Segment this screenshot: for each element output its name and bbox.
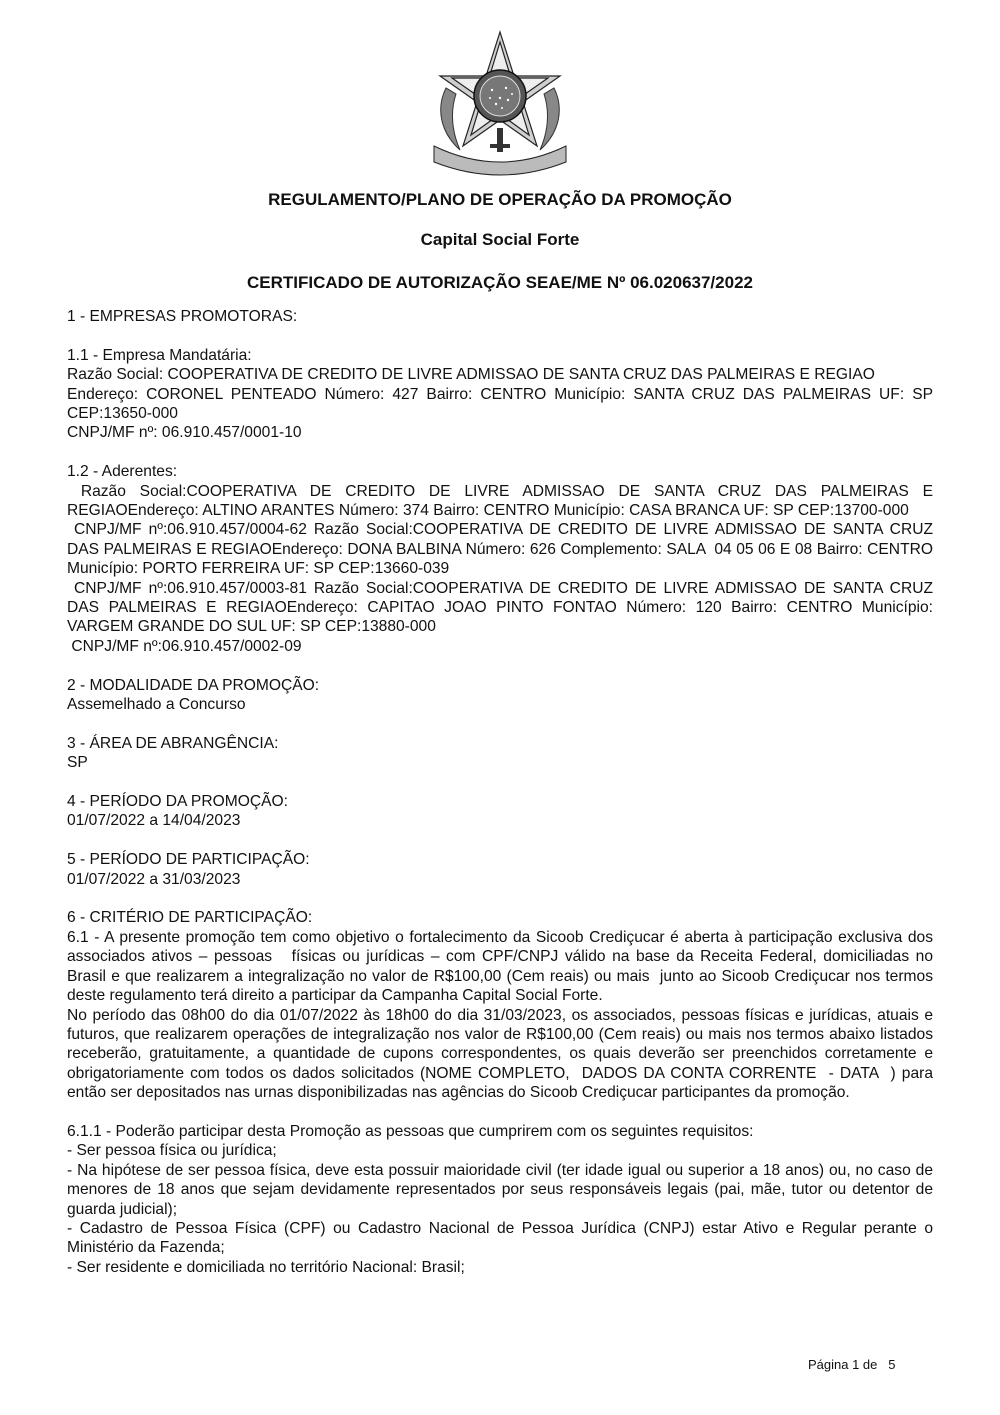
section-3-value: SP: [67, 754, 88, 772]
page-label: Página 1 de: [808, 1357, 878, 1372]
mandataria-cnpj: CNPJ/MF nº: 06.910.457/0001-10: [67, 424, 302, 442]
aderente-item: Razão Social:COOPERATIVA DE CREDITO DE LIVRE ADMISSAO DE SANTA CRUZ DAS PALMEIRAS E REGIAOEndereço: ALTINO ARANTES Número: 374 Bairro: CENTRO Município: CASA BRANCA UF: SP CEP:13700-000: [67, 482, 938, 520]
section-4-heading: 4 - PERÍODO DA PROMOÇÃO:: [67, 793, 288, 811]
mandataria-heading: 1.1 - Empresa Mandatária:: [67, 346, 252, 364]
section-6-1-paragraph: 6.1 - A presente promoção tem como objetivo o fortalecimento da Sicoob Crediçucar é aberta à participação exclusiva dos associados ativos – pessoas físicas ou jurídicas – com CPF/CNPJ válido na base da Receita Federal, domiciliadas no Brasil e que realizarem a integralização no valor de R$100,00 (Cem reais) ou mais junto ao Sicoob Crediçucar nos termos deste regulamento terá direito a participar da Campanha Capital Social Forte.: [67, 928, 938, 1005]
aderente-item: CNPJ/MF nº:06.910.457/0003-81 Razão Social:COOPERATIVA DE CREDITO DE LIVRE ADMISSAO DE SANTA CRUZ DAS PALMEIRAS E REGIAOEndereço: CAPITAO JOAO PINTO FONTAO Número: 120 Bairro: CENTRO Município: VARGEM GRANDE DO SUL UF: SP CEP:13880-000: [67, 579, 938, 636]
brasil-coat-of-arms-icon: [426, 28, 574, 178]
section-2-value: Assemelhado a Concurso: [67, 696, 246, 714]
promotion-name: Capital Social Forte: [420, 230, 580, 249]
section-2-heading: 2 - MODALIDADE DA PROMOÇÃO:: [67, 676, 320, 694]
aderente-item: CNPJ/MF nº:06.910.457/0002-09: [67, 637, 302, 655]
regulation-body: [67, 307, 938, 1277]
page-total: 5: [888, 1357, 896, 1372]
page-number: [808, 1357, 895, 1372]
section-3-heading: 3 - ÁREA DE ABRANGÊNCIA:: [67, 734, 279, 752]
section-1-heading: 1 - EMPRESAS PROMOTORAS:: [67, 308, 298, 325]
section-5-value: 01/07/2022 a 31/03/2023: [67, 870, 241, 888]
section-4-value: 01/07/2022 a 14/04/2023: [67, 812, 241, 830]
requirement-item: - Cadastro de Pessoa Física (CPF) ou Cadastro Nacional de Pessoa Jurídica (CNPJ) estar Ativo e Regular perante o Ministério da Fazenda;: [67, 1219, 933, 1257]
section-6-1-period-paragraph: No período das 08h00 do dia 01/07/2022 às 18h00 do dia 31/03/2023, os associados, pessoas físicas e jurídicas, atuais e futuros, que realizarem operações de integralização nos valor de R$100,00 (Cem reais) ou mais nos termos abaixo listados receberão, gratuitamente, a quantidade de cupons correspondentes, os quais deverão ser preenchidos corretamente e obrigatoriamente com todos os dados solicitados (NOME COMPLETO, DADOS DA CONTA CORRENTE - DATA ) para então ser depositados nas urnas disponibilizadas nas agências do Sicoob Crediçucar participantes da promoção.: [67, 1006, 938, 1102]
requirement-item: - Na hipótese de ser pessoa física, deve esta possuir maioridade civil (ter idade igual ou superior a 18 anos) ou, no caso de menores de 18 anos que sejam devidamente representados por seus responsáveis legais (pai, mãe, tutor ou detentor de guarda judicial);: [67, 1161, 933, 1218]
aderente-item: CNPJ/MF nº:06.910.457/0004-62 Razão Social:COOPERATIVA DE CREDITO DE LIVRE ADMISSAO DE SANTA CRUZ DAS PALMEIRAS E REGIAOEndereço: DONA BALBINA Número: 626 Complemento: SALA 04 05 06 E 08 Bairro: CENTRO Município: PORTO FERREIRA UF: SP CEP:13660-039: [67, 521, 938, 578]
section-5-heading: 5 - PERÍODO DE PARTICIPAÇÃO:: [67, 851, 310, 869]
requirement-item: - Ser pessoa física ou jurídica;: [67, 1142, 277, 1160]
section-6-heading: 6 - CRITÉRIO DE PARTICIPAÇÃO:: [67, 909, 313, 927]
aderentes-heading: 1.2 - Aderentes:: [67, 463, 178, 481]
mandataria-endereco: Endereço: CORONEL PENTEADO Número: 427 Bairro: CENTRO Município: SANTA CRUZ DAS PALMEIRAS UF: SP CEP:13650-000: [67, 385, 933, 423]
mandataria-razao-social: Razão Social: COOPERATIVA DE CREDITO DE LIVRE ADMISSAO DE SANTA CRUZ DAS PALMEIRAS E REGIAO: [67, 366, 875, 384]
section-6-1-1-paragraph: 6.1.1 - Poderão participar desta Promoção as pessoas que cumprirem com os seguintes requisitos:: [67, 1122, 754, 1140]
requirement-item: - Ser residente e domiciliada no território Nacional: Brasil;: [67, 1258, 465, 1276]
certificate-number: CERTIFICADO DE AUTORIZAÇÃO SEAE/ME Nº 06.020637/2022: [247, 273, 753, 292]
document-title: REGULAMENTO/PLANO DE OPERAÇÃO DA PROMOÇÃO: [268, 190, 732, 209]
